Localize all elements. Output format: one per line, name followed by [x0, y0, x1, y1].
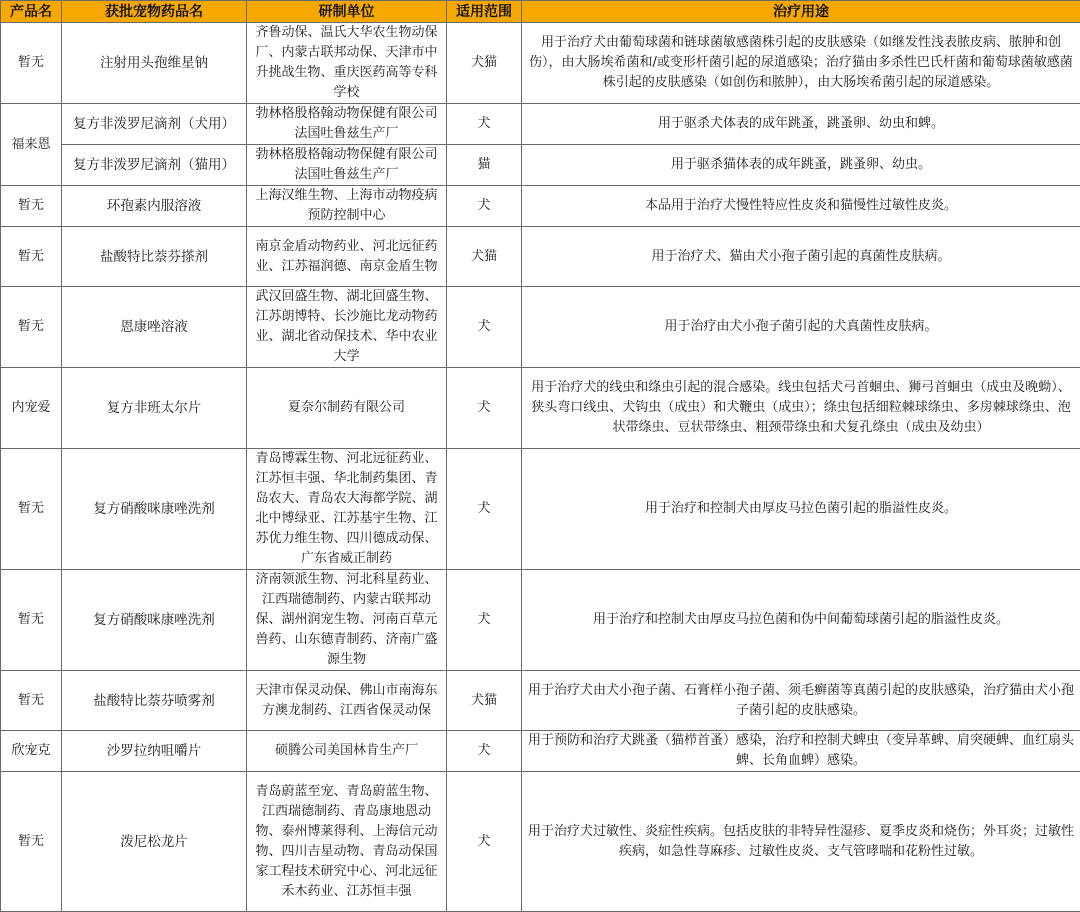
usage-cell: 本品用于治疗犬慢性特应性皮炎和猫慢性过敏性皮炎。	[522, 186, 1080, 227]
developer-cell: 夏奈尔制药有限公司	[247, 368, 447, 449]
product-cell: 暂无	[1, 449, 62, 570]
drug-name-cell: 复方硝酸咪康唑洗剂	[62, 570, 247, 671]
table-row	[1, 772, 1080, 912]
scope-cell: 犬	[447, 570, 522, 671]
usage-cell: 用于治疗犬由犬小孢子菌、石膏样小孢子菌、须毛癣菌等真菌引起的皮肤感染，治疗猫由犬小孢子菌引起的皮肤感染。	[522, 671, 1080, 731]
drug-name-cell: 沙罗拉纳咀嚼片	[62, 731, 247, 772]
scope-cell: 犬	[447, 772, 522, 912]
developer-cell: 青岛博霖生物、河北远征药业、江苏恒丰强、华北制药集团、青岛农大、青岛农大海都学院、湖北中博绿亚、江苏基宇生物、江苏优力维生物、四川德成动保、广东省威正制药	[247, 449, 447, 570]
drug-name-cell: 盐酸特比萘芬喷雾剂	[62, 671, 247, 731]
table-row	[1, 368, 1080, 449]
drug-name-cell: 环孢素内服溶液	[62, 186, 247, 227]
product-cell: 暂无	[1, 772, 62, 912]
product-cell: 暂无	[1, 671, 62, 731]
product-cell: 暂无	[1, 227, 62, 287]
developer-cell: 硕腾公司美国林肯生产厂	[247, 731, 447, 772]
developer-cell: 齐鲁动保、温氏大华农生物动保厂、内蒙古联邦动保、天津市中升挑战生物、重庆医药高等专科学校	[247, 23, 447, 104]
product-cell: 暂无	[1, 287, 62, 368]
product-cell: 内宠爱	[1, 368, 62, 449]
usage-cell: 用于治疗犬由葡萄球菌和链球菌敏感菌株引起的皮肤感染（如继发性浅表脓皮病、脓肿和创伤），由大肠埃希菌和/或变形杆菌引起的尿道感染；治疗猫由多杀性巴氏杆菌和葡萄球菌敏感菌株引起的皮肤感染（如创伤和脓肿），由大肠埃希菌引起的尿道感染。	[522, 23, 1080, 104]
scope-cell: 犬	[447, 368, 522, 449]
scope-cell: 犬	[447, 186, 522, 227]
product-cell: 福来恩	[1, 104, 62, 186]
table-row	[1, 287, 1080, 368]
usage-cell: 用于治疗犬过敏性、炎症性疾病。包括皮肤的非特异性湿疹、夏季皮炎和烧伤；外耳炎；过敏性疾病，如急性荨麻疹、过敏性皮炎、支气管哮喘和花粉性过敏。	[522, 772, 1080, 912]
developer-cell: 南京金盾动物药业、河北远征药业、江苏福润德、南京金盾生物	[247, 227, 447, 287]
scope-cell: 犬猫	[447, 227, 522, 287]
product-cell: 暂无	[1, 570, 62, 671]
header-scope: 适用范围	[447, 1, 522, 23]
usage-cell: 用于治疗和控制犬由厚皮马拉色菌引起的脂溢性皮炎。	[522, 449, 1080, 570]
drug-name-cell: 恩康唑溶液	[62, 287, 247, 368]
usage-cell: 用于治疗由犬小孢子菌引起的犬真菌性皮肤病。	[522, 287, 1080, 368]
drug-name-cell: 注射用头孢维星钠	[62, 23, 247, 104]
scope-cell: 犬猫	[447, 671, 522, 731]
table-row	[1, 186, 1080, 227]
table-row	[1, 145, 1080, 186]
table-row	[1, 731, 1080, 772]
table-row	[1, 570, 1080, 671]
drug-name-cell: 复方非班太尔片	[62, 368, 247, 449]
drug-name-cell: 盐酸特比萘芬搽剂	[62, 227, 247, 287]
scope-cell: 犬	[447, 104, 522, 145]
usage-cell: 用于驱杀猫体表的成年跳蚤，跳蚤卵、幼虫。	[522, 145, 1080, 186]
usage-cell: 用于治疗和控制犬由厚皮马拉色菌和伪中间葡萄球菌引起的脂溢性皮炎。	[522, 570, 1080, 671]
developer-cell: 勃林格殷格翰动物保健有限公司法国吐鲁兹生产厂	[247, 104, 447, 145]
developer-cell: 勃林格殷格翰动物保健有限公司法国吐鲁兹生产厂	[247, 145, 447, 186]
scope-cell: 猫	[447, 145, 522, 186]
scope-cell: 犬	[447, 731, 522, 772]
header-developer: 研制单位	[247, 1, 447, 23]
product-cell: 欣宠克	[1, 731, 62, 772]
table-row	[1, 671, 1080, 731]
header-approved-drug: 获批宠物药品名	[62, 1, 247, 23]
product-cell: 暂无	[1, 186, 62, 227]
developer-cell: 天津市保灵动保、佛山市南海东方澳龙制药、江西省保灵动保	[247, 671, 447, 731]
scope-cell: 犬猫	[447, 23, 522, 104]
usage-cell: 用于治疗犬、猫由犬小孢子菌引起的真菌性皮肤病。	[522, 227, 1080, 287]
drug-name-cell: 复方非泼罗尼滴剂（犬用）	[62, 104, 247, 145]
header-product: 产品名	[1, 1, 62, 23]
drug-name-cell: 复方硝酸咪康唑洗剂	[62, 449, 247, 570]
table-row	[1, 104, 1080, 145]
scope-cell: 犬	[447, 287, 522, 368]
usage-cell: 用于治疗犬的线虫和绦虫引起的混合感染。线虫包括犬弓首蛔虫、狮弓首蛔虫（成虫及晚蚴）、狭头弯口线虫、犬钩虫（成虫）和犬鞭虫（成虫）；绦虫包括细粒棘球绦虫、多房棘球绦虫、泡状带绦虫、豆状带绦虫、粗颈带绦虫和犬复孔绦虫（成虫及幼虫）	[522, 368, 1080, 449]
table-row	[1, 449, 1080, 570]
table-row	[1, 23, 1080, 104]
drug-name-cell: 泼尼松龙片	[62, 772, 247, 912]
header-usage: 治疗用途	[522, 1, 1080, 23]
product-cell: 暂无	[1, 23, 62, 104]
developer-cell: 济南领派生物、河北科星药业、江西瑞德制药、内蒙古联邦动保、湖州润宠生物、河南百草元兽药、山东德青制药、济南广盛源生物	[247, 570, 447, 671]
developer-cell: 上海汉维生物、上海市动物疫病预防控制中心	[247, 186, 447, 227]
table-row	[1, 227, 1080, 287]
usage-cell: 用于驱杀犬体表的成年跳蚤，跳蚤卵、幼虫和蜱。	[522, 104, 1080, 145]
drug-name-cell: 复方非泼罗尼滴剂（猫用）	[62, 145, 247, 186]
header-row	[1, 1, 1080, 23]
scope-cell: 犬	[447, 449, 522, 570]
developer-cell: 青岛蔚蓝至宠、青岛蔚蓝生物、江西瑞德制药、青岛康地恩动物、泰州博莱得利、上海信元动物、四川吉星动物、青岛动保国家工程技术研究中心、河北远征禾木药业、江苏恒丰强	[247, 772, 447, 912]
usage-cell: 用于预防和治疗犬跳蚤（猫栉首蚤）感染，治疗和控制犬蜱虫（变异革蜱、肩突硬蜱、血红扇头蜱、长角血蜱）感染。	[522, 731, 1080, 772]
developer-cell: 武汉回盛生物、湖北回盛生物、江苏朗博特、长沙施比龙动物药业、湖北省动保技术、华中农业大学	[247, 287, 447, 368]
